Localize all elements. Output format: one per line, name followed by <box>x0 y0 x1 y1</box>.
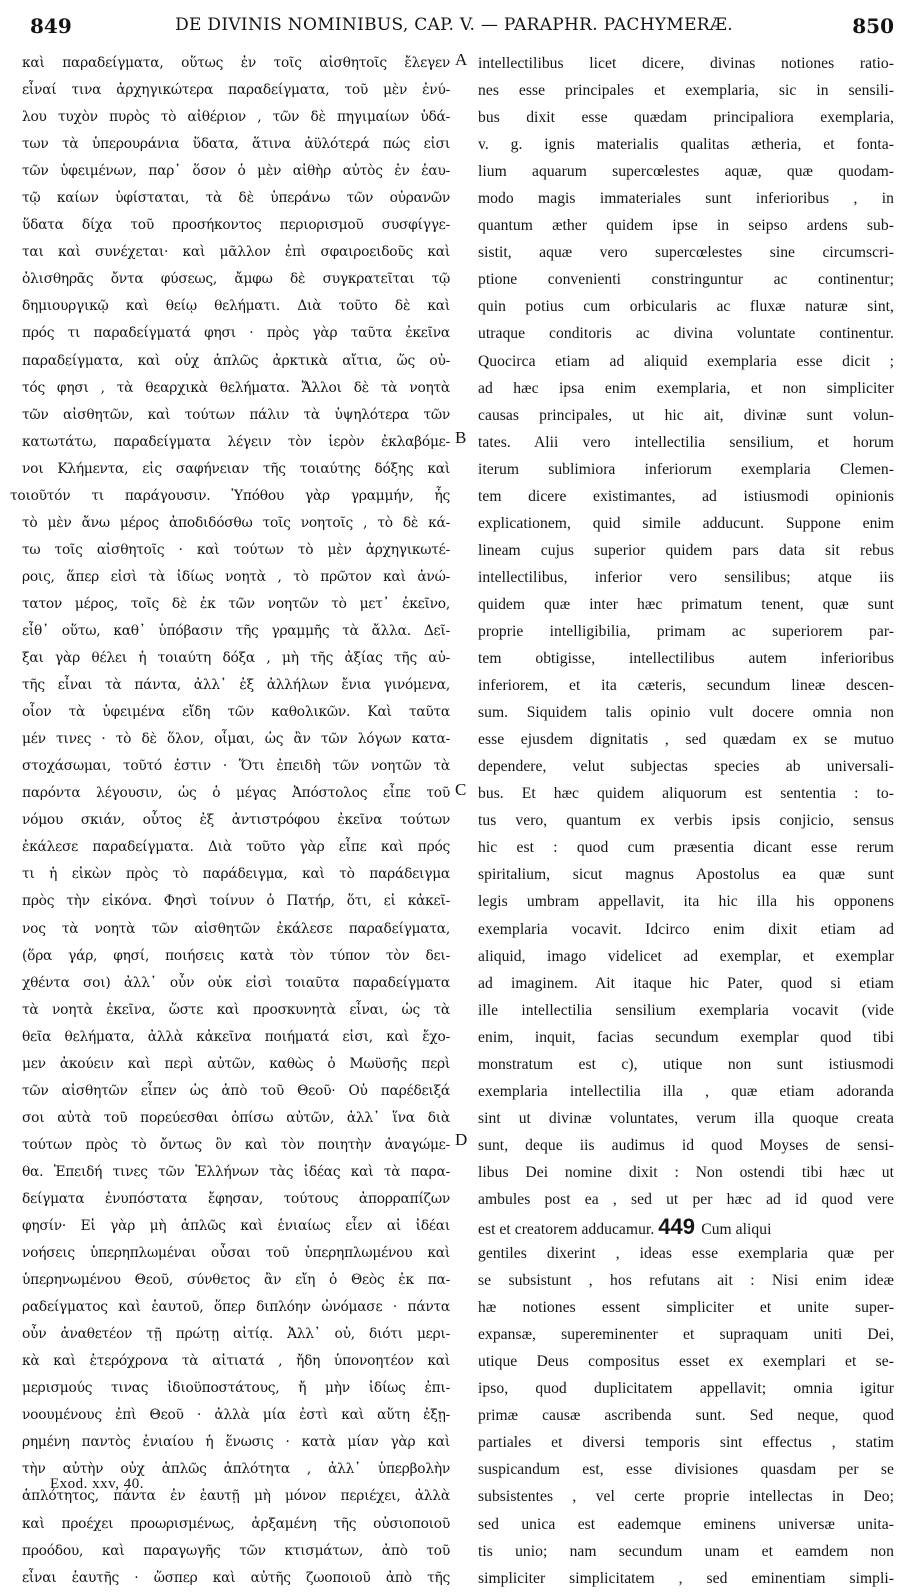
greek-text-line: κατωτάτω, παραδείγματα λέγειν τὸν ἱερὸν ἐκλαβόμε- <box>22 433 450 450</box>
greek-text-line: προόδου, καὶ παραγωγῆς τῶν κτισμάτων, ἀπὸ τοῦ <box>22 1542 450 1559</box>
greek-text-line: τῆς εἶναι τὰ πάντα, ἀλλ᾽ ἐξ ἀλλήλων ἔνια γινόμενα, <box>22 677 450 694</box>
latin-text-line: lineam cujus superior quidem pars data sit rebus <box>478 541 894 559</box>
latin-text-line: ptione convenienti constringuntur ac continentur; <box>478 271 894 289</box>
greek-text-line: ἐκάλεσε παραδείγματα. Διὰ τοῦτο γὰρ εἶπε καὶ πρός <box>22 839 450 856</box>
greek-text-line: τὰ νοητὰ ἐκεῖνα, ὥστε καὶ προσκυνητὰ εἶναι, ὡς τὰ <box>22 1001 450 1018</box>
latin-text-line: sint ut divinæ voluntates, verum illa quoque creata <box>478 1109 894 1127</box>
latin-column <box>478 50 894 1592</box>
greek-text-line: μερισμούς τινας ἰδιοϋποστάτους, ἤ μὴν ἰδίως ἐπι- <box>22 1380 450 1397</box>
latin-text-line: proprie intelligibilia, primam ac superiorem par- <box>478 622 894 640</box>
greek-text-line: τι ἡ εἰκὼν πρὸς τὸ παράδειγμα, καὶ τὸ παράδειγμα <box>22 866 450 883</box>
column-number: 449 <box>658 1214 702 1240</box>
latin-text-line: primæ causæ ascribenda sunt. Sed neque, quod <box>478 1407 894 1425</box>
greek-text-line: τὸ μὲν ἄνω μέρος ἀποδιδόσθω τοῖς νοητοῖς , τὸ δὲ κά- <box>22 514 450 531</box>
latin-text-line: sunt, deque iis audimus id quod Moyses de sensi- <box>478 1136 894 1154</box>
latin-text-line: libus Dei nomine dixit : Non ostendi tibi hæc ut <box>478 1163 894 1181</box>
latin-text-line: sistit, aquæ vero supercœlestes sine circumscri- <box>478 244 894 262</box>
running-header <box>14 10 894 40</box>
latin-text-line: simpliciter simplicitatem , sed eminentiam simpli- <box>478 1569 894 1587</box>
latin-text-line: modo magis immateriales sunt inferioribus , in <box>478 190 894 208</box>
greek-text-line: χθέντα σοι) ἀλλ᾽ οὖν οὐκ εἰσὶ τοιαῦτα παραδείγματα <box>22 974 450 991</box>
greek-text-line: νοι Κλήμεντα, εἰς σαφήνειαν τῆς τοιαύτης δόξης καὶ <box>22 460 450 477</box>
latin-text-line: exemplaria vocavit. Idcirco enim dixit etiam ad <box>478 920 894 938</box>
latin-text-line: se subsistunt , hos refutans ait : Nisi enim ideæ <box>478 1272 894 1290</box>
latin-text-line: dependere, velut subjectas species ab universali- <box>478 758 894 776</box>
greek-text-line: τούτων πρὸς τὸ ὄντως ὂν καὶ τὸν ποιητὴν ἀναγώμε- <box>22 1136 450 1153</box>
latin-text-line: nes esse principales et exemplaria, sic in sensili- <box>478 82 894 100</box>
section-marker-c: C <box>455 780 467 799</box>
latin-text-line: subsistentes , vel certe proprie intellectas in Deo; <box>478 1488 894 1506</box>
latin-text-line: sed unica est eademque eminens universæ unita- <box>478 1515 894 1533</box>
latin-text-line: sum. Siquidem talis opinio vult docere omnia non <box>478 704 894 722</box>
greek-text-line: νόμου σκιάν, οὗτος ἐξ ἀντιστρόφου ἐκεῖνα τούτων <box>22 812 450 829</box>
greek-text-line: ὑπερηνωμένου Θεοῦ, σύνθετος ἂν εἴη ὁ Θεὸς ἐκ πα- <box>22 1272 450 1289</box>
latin-text-line: bus. Et hæc quidem aliquorum est sententia : to- <box>478 785 894 803</box>
latin-text-line: tus vero, quantum ex verbis ipsis conjicio, sensus <box>478 812 894 830</box>
greek-text-line: παρόντα λέγουσιν, ὡς ὁ μέγας Ἀπόστολος εἶπε τοῦ <box>22 785 450 802</box>
greek-text-line: θα. Ἐπειδή τινες τῶν Ἑλλήνων τὰς ἰδέας καὶ τὰ παρα- <box>22 1163 450 1180</box>
greek-text-line: εἶθ᾽ οὕτω, καθ᾽ ὑπόβασιν τῆς γραμμῆς τὰ ἄλλα. Δεῖ- <box>22 622 450 639</box>
latin-text-line: legis umbram appellavit, ita hic illa his opponens <box>478 893 894 911</box>
latin-text-line: Quocirca etiam ad aliquid exemplaria esse dicit ; <box>478 352 894 370</box>
greek-text-line: των τὰ ὑπερουράνια ὕδατα, ἅτινα ἀϋλότερά πώς εἰσι <box>22 136 450 153</box>
latin-text-line: lium aquarum supercœlestes aquæ, quæ quodam- <box>478 163 894 181</box>
latin-text-line: monstratum est c), utique non sunt istiusmodi <box>478 1055 894 1073</box>
latin-text-line: tis unio; nam secundum unam et eamdem non <box>478 1542 894 1560</box>
greek-text-line: ται καὶ συνέχεται· καὶ μᾶλλον ἐπὶ σφαιροειδοῦς καὶ <box>22 244 450 261</box>
latin-text-line: enim, inquit, facias secundum exemplar quod tibi <box>478 1028 894 1046</box>
greek-text-line: καὶ παραδείγματα, οὕτως ἐν τοῖς αἰσθητοῖς ἔλεγεν <box>22 55 450 71</box>
latin-text-line: aliquid, imago videlicet ad exemplar, et exemplar <box>478 947 894 965</box>
latin-text-line: quin potius cum orbicularis ac fluxæ naturæ sint, <box>478 298 894 316</box>
latin-text-line: tem obtigisse, intellectilibus autem inferioribus <box>478 650 894 668</box>
greek-text-line: τὴν αὐτὴν οὐχ ἁπλῶς ἁπλότητα , ἀλλ᾽ ὑπερβολὴν <box>22 1461 450 1478</box>
greek-text-line: μεν ἀκούειν καὶ περὶ αὐτῶν, καθὼς ὁ Μωϋσῆς περὶ <box>22 1055 450 1072</box>
greek-text-line: φησίν· Εἰ γὰρ μὴ ἁπλῶς καὶ ἑνιαίως εἶεν αἱ ἰδέαι <box>22 1218 450 1235</box>
greek-text-line: τατον μέρος, τοῖς δὲ ἐκ τῶν νοητῶν τὸ μετ᾽ ἐκεῖνο, <box>22 595 450 612</box>
greek-text-line: νοήσεις ὑπερηπλωμέναι οὖσαι τοῦ ὑπερηπλωμένου καὶ <box>22 1245 450 1262</box>
greek-text-line: τῶν αἰσθητῶν, καὶ τούτων πάλιν τὰ ὑψηλότερα τῶν <box>22 406 450 423</box>
greek-text-line: τω τοῖς αἰσθητοῖς · καὶ τούτων τὸ μὲν ἀρχηγικωτέ- <box>22 541 450 558</box>
greek-text-line: οὖν ἀναθετέον τῇ πρώτῃ αἰτίᾳ. Ἀλλ᾽ οὐ, διότι μερι- <box>22 1326 450 1343</box>
latin-text-line: hæ notiones essent simpliciter et unite super- <box>478 1299 894 1317</box>
latin-text-line: ad imaginem. Ait itaque hic Pater, quod si etiam <box>478 974 894 992</box>
page-number-right: 850 <box>852 14 894 38</box>
greek-text-line: ξαι γὰρ θέλει ἡ τοιαύτη δόξα , μὴ τῆς ἀξίας τῆς αὐ- <box>22 650 450 667</box>
section-marker-b: B <box>455 428 467 447</box>
latin-text-line: ad hæc ipsa enim exemplaria, et non simpliciter <box>478 379 894 397</box>
greek-text-line: εἶναι ἑαυτῆς · ὥσπερ καὶ αὐτῆς ζωοποιοῦ ἀπὸ τῆς <box>22 1569 450 1586</box>
latin-text-line: expansæ, supereminenter et supraquam uniti Dei, <box>478 1326 894 1344</box>
latin-text-line: utraque conditoris ac divina voluntate continentur. <box>478 325 894 343</box>
latin-text-line: suspicandum est, esse divisiones quasdam per se <box>478 1461 894 1479</box>
greek-text-line: τῶν ὑφειμένων, παρ᾽ ὅσον ὁ μὲν αἰθὴρ αὐτὸς ἐν ἑαυ- <box>22 163 450 180</box>
latin-text-line: ipso, quod duplicitatem appellavit; omnia igitur <box>478 1380 894 1398</box>
latin-text-tail: Cum aliqui <box>701 1221 772 1239</box>
latin-text-line: tates. Alii vero intellectilia sensilium, et horum <box>478 433 894 451</box>
greek-text-line: πρὸς τὴν εἰκόνα. Φησὶ τοίνυν ὁ Πατήρ, ὅτι, εἰ κἀκεῖ- <box>22 893 450 910</box>
footnote: Exod. xxv, 40. <box>50 1476 144 1492</box>
greek-text-line: τός φησι , τὰ θεαρχικὰ θελήματα. Ἄλλοι δὲ τὰ νοητὰ <box>22 379 450 396</box>
greek-text-line: τῶν αἰσθητῶν εἶπεν ὡς ἀπὸ τοῦ Θεοῦ· Οὐ παρέδειξά <box>22 1082 450 1099</box>
latin-text-line: intellectilibus, inferior vero sensilibus; atque iis <box>478 568 894 586</box>
greek-text-line: οἷον τὰ ὑφειμένα εἴδη τῶν καθολικῶν. Καὶ ταῦτα <box>22 704 450 721</box>
latin-text-line: causas principales, ut hic ait, divinæ sunt volun- <box>478 406 894 424</box>
greek-text-line: τῷ καίων ὑφίσταται, τὰ δὲ ὑπεράνω τῶν οὐρανῶν <box>22 190 450 207</box>
greek-text-line: νοουμένους ἐπὶ Θεοῦ · ἀλλὰ μία ἐστὶ καὶ αὕτη ἐξῃ- <box>22 1407 450 1424</box>
greek-text-line: τοιοῦτόν τι παράγουσιν. Ὑπόθου γὰρ γραμμήν, ἧς <box>10 487 450 504</box>
latin-text-line: intellectilibus licet dicere, divinas notiones ratio- <box>478 55 894 72</box>
greek-text-line: θεῖα θελήματα, ἀλλὰ κἀκεῖνα ποιήματά εἰσι, καὶ ἔχο- <box>22 1028 450 1045</box>
greek-text-line: λου τυχὸν πυρὸς τὸ αἰθέριον , τῶν δὲ πηγιμαίων ὑδά- <box>22 109 450 126</box>
latin-text-line: esse ejusdem dignitatis , sed quædam ex se mutuo <box>478 731 894 749</box>
greek-text-line: παραδείγματα, καὶ οὐχ ἁπλῶς ἀρκτικὰ αἴτια, ὥς οὐ- <box>22 352 450 369</box>
latin-text-line: v. g. ignis materialis qualitas ætheria, et fonta- <box>478 136 894 154</box>
section-marker-d: D <box>455 1130 468 1149</box>
greek-text-line: νος τὰ νοητὰ τῶν αἰσθητῶν ἐκάλεσε παραδείγματα, <box>22 920 450 937</box>
latin-text-line: est et creatorem adducamur. 449 Cum aliqui <box>478 1214 772 1240</box>
greek-text-line: μέν τινες · τὸ δὲ ὅλον, οἶμαι, ὡς ἂν τῶν λόγων κατα- <box>22 731 450 748</box>
running-title: DE DIVINIS NOMINIBUS, CAP. V. — PARAPHR. PACHYMERÆ. <box>175 15 733 35</box>
page-number-left: 849 <box>30 14 72 38</box>
greek-text-line: κὰ καὶ ἑτερόχρονα τὰ αἰτιατά , ἤδη ὑπονοητέον καὶ <box>22 1353 450 1370</box>
greek-text-line: ραδείγματος καὶ ἑαυτοῦ, ὅπερ διπλόην ὠνόμασε · πάντα <box>22 1299 450 1316</box>
greek-text-line: καὶ προέχει προωρισμένως, ἀρξαμένη τῆς οὐσιοποιοῦ <box>22 1515 450 1532</box>
latin-text-line: iterum sublimiora inferiorum exemplaria Clemen- <box>478 460 894 478</box>
greek-text-line: ροις, ἅπερ εἰσὶ τὰ ἰδίως νοητὰ , τὸ πρῶτον καὶ ἀνώ- <box>22 568 450 585</box>
latin-text-line: spiritalium, sicut magnus Apostolus ea quæ sunt <box>478 866 894 884</box>
latin-text-line: utique Deus compositus esset ex exemplari et se- <box>478 1353 894 1371</box>
latin-text-line: partiales et diversi temporis sint effectus , statim <box>478 1434 894 1452</box>
latin-text-line: ambules post ea , sed ut per hæc ad id quod vere <box>478 1190 894 1208</box>
greek-text-line: (ὅρα γάρ, φησί, ποιήσεις κατὰ τὸν τύπον τὸν δει- <box>22 947 450 964</box>
latin-text-line: hic est : quod cum præsentia dicant esse rerum <box>478 839 894 857</box>
greek-text-line: ἁπλότητος, πάντα ἐν ἑαυτῇ μὴ μόνον περιέχει, ἀλλὰ <box>22 1488 450 1505</box>
latin-text-line: inferiorem, et ita cæteris, secundum lineæ descen- <box>478 677 894 695</box>
latin-text-line: ille intellectilia sensilium exemplaria vocavit (vide <box>478 1001 894 1019</box>
greek-text-line: εἶναί τινα ἀρχηγικώτερα παραδείγματα, τοῦ μὲν ἐνύ- <box>22 82 450 99</box>
latin-text-line: gentiles dixerint , ideas esse exemplaria quæ per <box>478 1245 894 1263</box>
section-marker-a: A <box>455 50 468 69</box>
greek-text-line: στοχάσωμαι, τοῦτό ἐστιν · Ὅτι ἐπειδὴ τῶν νοητῶν τὰ <box>22 758 450 775</box>
latin-text-line: exemplaria intellectilia illa , quæ etiam adoranda <box>478 1082 894 1100</box>
greek-text-line: ρημένη παντὸς ἑνιαίου ἡ ἕνωσις · κατὰ μίαν γὰρ καὶ <box>22 1434 450 1451</box>
latin-text-line: quantum æther quidem ipse in seipso ardens sub- <box>478 217 894 235</box>
latin-text-line: bus dixit esse quædam principaliora exemplaria, <box>478 109 894 127</box>
latin-text-line: quidem quæ inter hæc primatum tenent, quæ sunt <box>478 595 894 613</box>
greek-text-line: δημιουργικῷ καὶ θείῳ θελήματι. Διὰ τοῦτο δὲ καὶ <box>22 298 450 315</box>
greek-text-line: ὀλισθηρᾶς ὄντα φύσεως, ἄμφω δὲ συγκρατεῖται τῷ <box>22 271 450 288</box>
greek-text-line: ὕδατα δίχα τοῦ προσήκοντος περιορισμοῦ συσφίγγε- <box>22 217 450 234</box>
greek-text-line: σοι αὐτὰ τοῦ πορεύεσθαι ὀπίσω αὐτῶν, ἀλλ᾽ ἵνα διὰ <box>22 1109 450 1126</box>
latin-text-line: explicationem, quid simile adducunt. Suppone enim <box>478 514 894 532</box>
greek-text-line: δείγματα ἐνυπόστατα ἔφησαν, τούτους ἀπορραπίζων <box>22 1190 450 1207</box>
latin-text-line: tem dicere existimantes, ad istiusmodi opinionis <box>478 487 894 505</box>
greek-text-line: πρός τι παραδείγματά φησι · πρὸς γὰρ ταῦτα ἐκεῖνα <box>22 325 450 342</box>
greek-column <box>10 50 450 1592</box>
